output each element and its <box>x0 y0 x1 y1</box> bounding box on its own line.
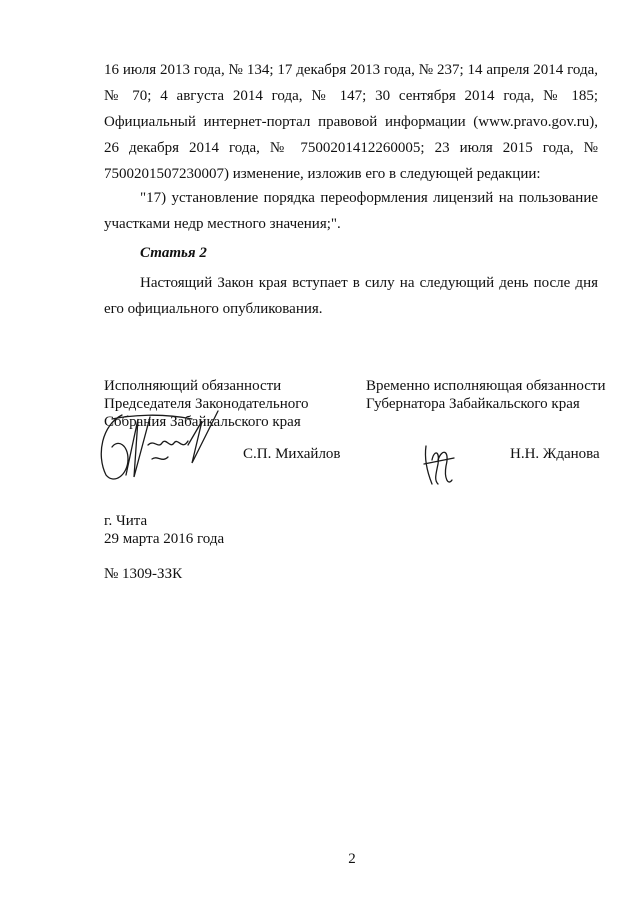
article-heading: Статья 2 <box>140 245 207 261</box>
page-number: 2 <box>348 851 356 867</box>
left-title-line: Собрания Забайкальского края <box>104 414 301 430</box>
amendment-quote: "17) установление порядка переоформления лицензий на пользование участками недр местного значения;". <box>104 190 598 232</box>
right-title-line: Губернатора Забайкальского края <box>366 396 580 412</box>
left-signatory-name: С.П. Михайлов <box>243 446 341 462</box>
law-number: № 1309-ЗЗК <box>104 566 183 582</box>
intro-paragraph: 16 июля 2013 года, № 134; 17 декабря 2013 года, № 237; 14 апреля 2014 года, № 70; 4 августа 2014 года, № 147; 30 сентября 2014 года, № 185; Официальный интернет-портал правовой информации (www.pravo.gov.ru), 26 декабря 2014 года, № 7500201412260005; 23 июля 2015 года, № 7500201507230007) изменение, изложив его в следующей редакции: <box>104 62 598 182</box>
right-title-line: Временно исполняющая обязанности <box>366 378 606 394</box>
handwritten-signature-right <box>420 440 460 490</box>
left-title-line: Председателя Законодательного <box>104 396 309 412</box>
place-and-date <box>104 512 224 548</box>
city: г. Чита <box>104 513 148 529</box>
right-signatory-title <box>366 377 606 413</box>
right-signatory-name: Н.Н. Жданова <box>510 446 600 462</box>
left-title-line: Исполняющий обязанности <box>104 378 282 394</box>
signing-date: 29 марта 2016 года <box>104 531 225 547</box>
article-text: Настоящий Закон края вступает в силу на следующий день после дня его официального опубликования. <box>104 275 598 317</box>
handwritten-signature-left <box>92 405 232 485</box>
